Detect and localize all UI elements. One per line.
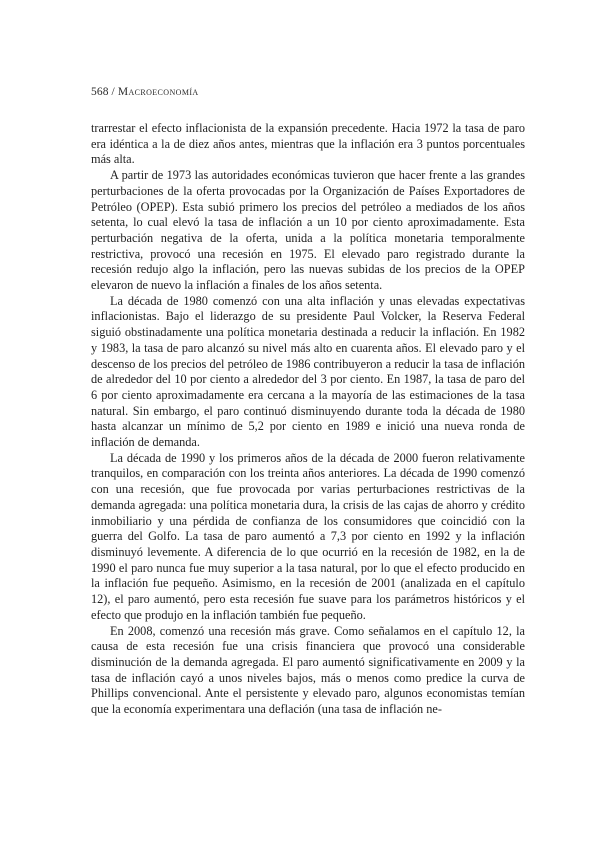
paragraph-2008-recession: En 2008, comenzó una recesión más grave. Como señalamos en el capítulo 12, la causa de esta recesión fue una crisis financiera que provocó una considerable disminución de la demanda agregada. El paro aumentó significativamente en 2009 y la tasa de inflación cayó a unos niveles bajos, más o menos como predice la curva de Phillips convencional. Ante el persistente y elevado paro, algunos economistas temían que la economía experimentara una deflación (una tasa de inflación ne- [91, 623, 525, 717]
paragraph-opep-1973: A partir de 1973 las autoridades económicas tuvieron que hacer frente a las grandes perturbaciones de la oferta provocadas por la Organización de Países Exportadores de Petróleo (OPEP). Esta subió primero los precios del petróleo a mediados de los años setenta, lo cual elevó la tasa de inflación a un 10 por ciento aproximadamente. Esta perturbación negativa de la oferta, unida a la política monetaria temporalmente restrictiva, provocó una recesión en 1975. El elevado paro registrado durante la recesión redujo algo la inflación, pero las nuevas subidas de los precios de la OPEP elevaron de nuevo la inflación a finales de los años setenta. [91, 168, 525, 293]
page-number: 568 [91, 86, 109, 98]
paragraph-decade-1990: La década de 1990 y los primeros años de la década de 2000 fueron relativamente tranquilos, en comparación con los treinta años anteriores. La década de 1990 comenzó con una recesión, que fue provocada por varias perturbaciones restrictivas de la demanda agregada: una política monetaria dura, la crisis de las cajas de ahorro y crédito inmobiliario y una pérdida de confianza de los consumidores que coincidió con la guerra del Golfo. La tasa de paro aumentó a 7,3 por ciento en 1992 y la inflación disminuyó levemente. A diferencia de lo que ocurrió en la recesión de 1982, en la de 1990 el paro nunca fue muy superior a la tasa natural, por lo que el efecto producido en la inflación fue pequeño. Asimismo, en la recesión de 2001 (analizada en el capítulo 12), el paro aumentó, pero esta recesión fue suave para los parámetros históricos y el efecto que produjo en la inflación también fue pequeño. [91, 450, 525, 622]
book-title: Macroeconomía [117, 86, 199, 98]
header-separator: / [108, 86, 118, 98]
running-head [91, 86, 199, 98]
paragraph-decade-1980: La década de 1980 comenzó con una alta inflación y unas elevadas expectativas inflacionistas. Bajo el liderazgo de su presidente Paul Volcker, la Reserva Federal siguió obstinadamente una política monetaria destinada a reducir la inflación. En 1982 y 1983, la tasa de paro alcanzó su nivel más alto en cuarenta años. El elevado paro y el descenso de los precios del petróleo de 1986 contribuyeron a reducir la tasa de inflación de alrededor del 10 por ciento a alrededor del 3 por ciento. En 1987, la tasa de paro del 6 por ciento aproximadamente era cercana a la mayoría de las estimaciones de la tasa natural. Sin embargo, el paro continuó disminuyendo durante toda la década de 1980 hasta alcanzar un mínimo de 5,2 por ciento en 1989 e inició una nueva ronda de inflación de demanda. [91, 293, 525, 450]
paragraph-continuation: trarrestar el efecto inflacionista de la expansión precedente. Hacia 1972 la tasa de paro era idéntica a la de diez años antes, mientras que la inflación era 3 puntos porcentuales más alta. [91, 121, 525, 167]
body-text [91, 121, 525, 718]
